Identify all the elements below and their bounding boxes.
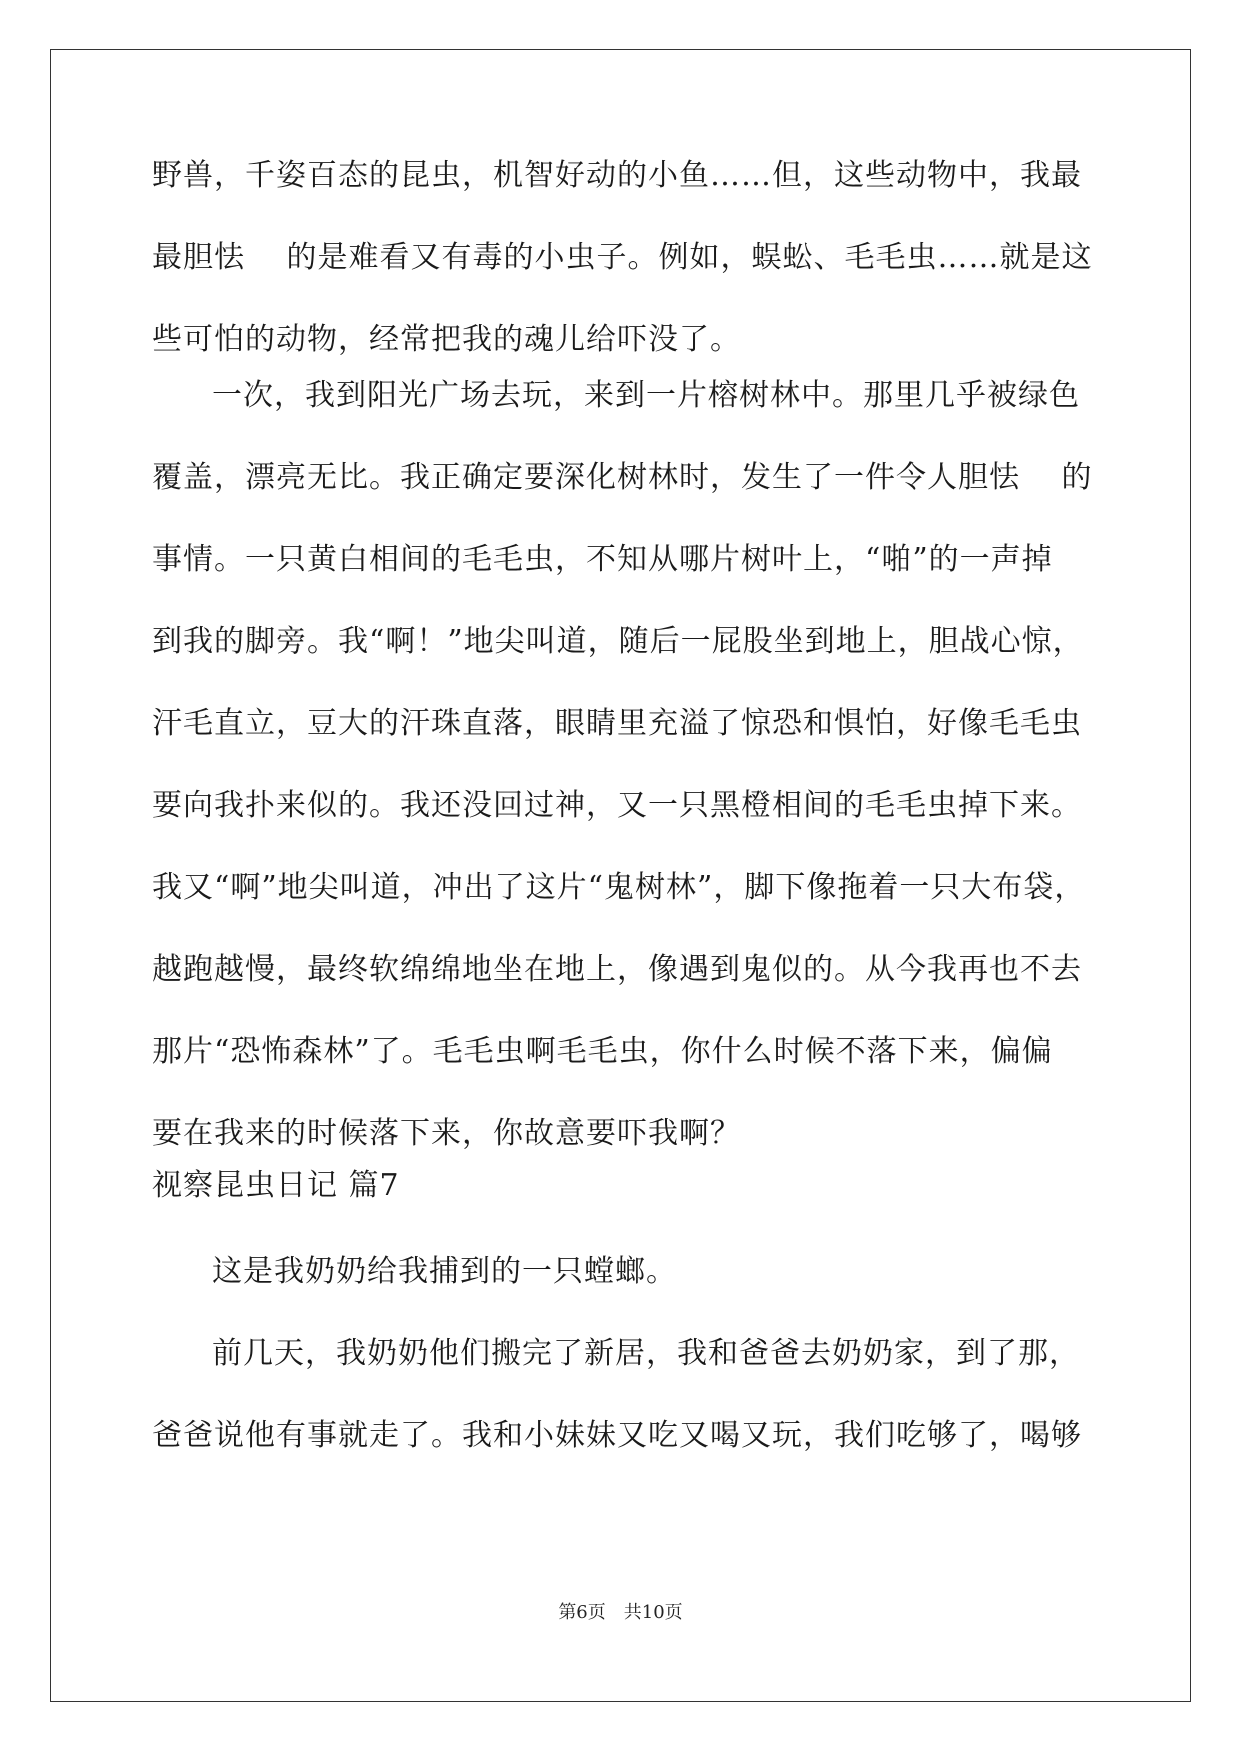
text-line: 汗毛直立，豆大的汗珠直落，眼睛里充溢了惊恐和惧怕，好像毛毛虫: [152, 706, 1082, 741]
text-line: 最胆怯 的是难看又有毒的小虫子。例如，蜈蚣、毛毛虫……就是这: [152, 240, 1093, 275]
text-line: 要在我来的时候落下来，你故意要吓我啊？: [152, 1116, 741, 1151]
paragraph-c: [152, 1231, 1112, 1313]
paragraph-a: [152, 135, 1112, 381]
paragraph-d: [152, 1313, 1112, 1477]
text-line: 事情。一只黄白相间的毛毛虫，不知从哪片树叶上，“啪”的一声掉: [152, 542, 1053, 577]
text-line: 越跑越慢，最终软绵绵地坐在地上，像遇到鬼似的。从今我再也不去: [152, 952, 1082, 987]
text-line: 些可怕的动物，经常把我的魂儿给吓没了。: [152, 322, 741, 357]
text-line: 我又“啊”地尖叫道，冲出了这片“鬼树林”，脚下像拖着一只大布袋，: [152, 870, 1086, 905]
text-line: 野兽，千姿百态的昆虫，机智好动的小鱼……但，这些动物中，我最: [152, 158, 1082, 193]
text-line: 一次，我到阳光广场去玩，来到一片榕树林中。那里几乎被绿色: [212, 378, 1080, 413]
text-line: 前几天，我奶奶他们搬完了新居，我和爸爸去奶奶家，到了那，: [212, 1336, 1080, 1371]
page-number-footer: 第6页 共10页: [558, 1602, 683, 1623]
text-line: 要向我扑来似的。我还没回过神，又一只黑橙相间的毛毛虫掉下来。: [152, 788, 1082, 823]
paragraph-b: [152, 355, 1112, 1175]
text-line: 覆盖，漂亮无比。我正确定要深化树林时，发生了一件令人胆怯 的: [152, 460, 1093, 495]
section-heading: 视察昆虫日记 篇7: [152, 1168, 400, 1203]
text-line: 爸爸说他有事就走了。我和小妹妹又吃又喝又玩，我们吃够了，喝够: [152, 1418, 1082, 1453]
text-line: 那片“恐怖森林”了。毛毛虫啊毛毛虫，你什么时候不落下来，偏偏: [152, 1034, 1053, 1069]
text-line: 到我的脚旁。我“啊！”地尖叫道，随后一屁股坐到地上，胆战心惊，: [152, 624, 1084, 659]
text-line: 这是我奶奶给我捕到的一只螳螂。: [212, 1254, 677, 1289]
